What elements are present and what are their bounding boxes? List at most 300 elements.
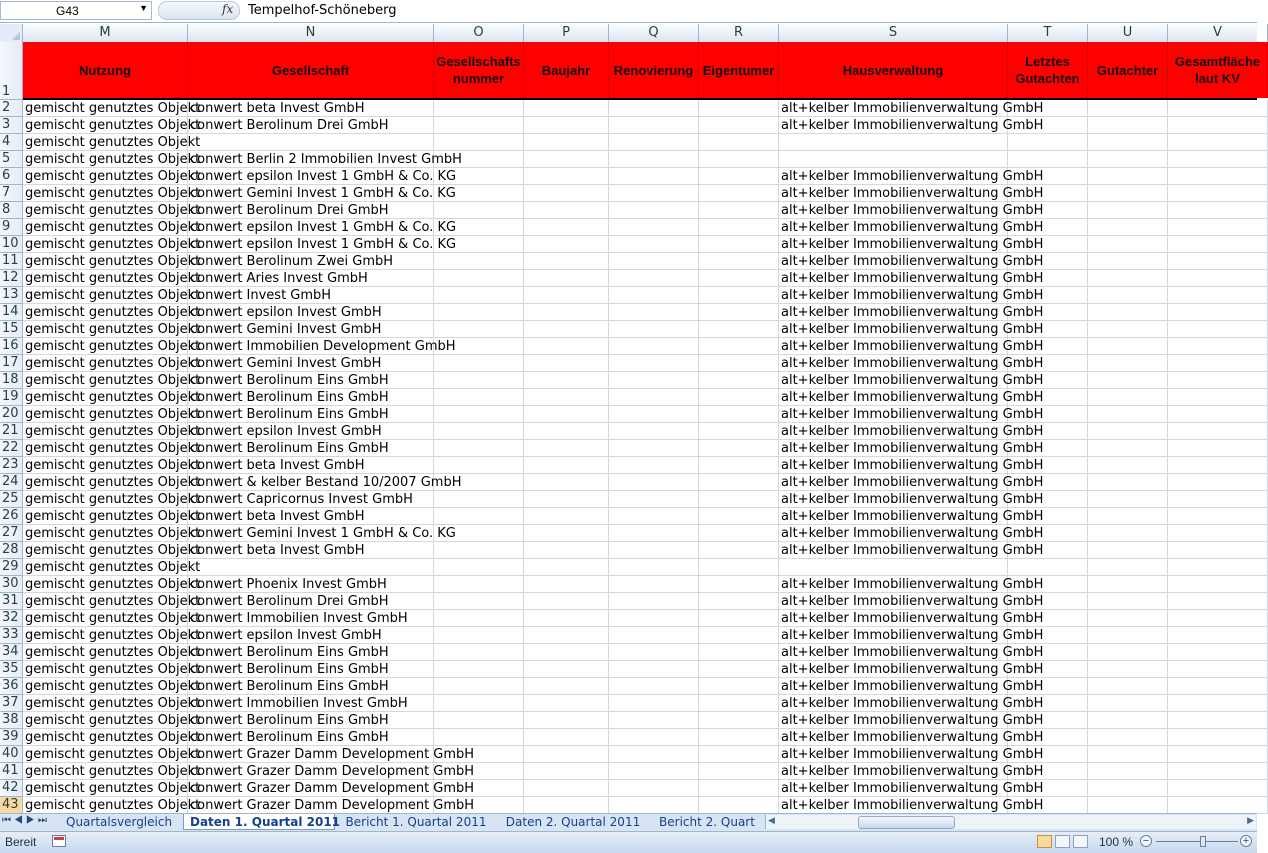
cell-empty[interactable] — [1168, 610, 1268, 627]
cell-hausverwaltung[interactable]: alt+kelber Immobilienverwaltung GmbH — [781, 526, 1044, 541]
cell-nutzung[interactable]: gemischt genutztes Objekt — [25, 645, 201, 660]
cell-empty[interactable] — [699, 797, 779, 814]
horizontal-scrollbar[interactable] — [765, 815, 1256, 829]
cell-nutzung[interactable]: gemischt genutztes Objekt — [25, 373, 201, 388]
cell-empty[interactable] — [699, 780, 779, 797]
cell-empty[interactable] — [699, 321, 779, 338]
cell-empty[interactable] — [609, 525, 699, 542]
row-header[interactable]: 3 — [0, 117, 23, 134]
cell-hausverwaltung[interactable] — [779, 151, 1008, 168]
cell-empty[interactable] — [524, 168, 609, 185]
cell-empty[interactable] — [1168, 491, 1268, 508]
cell-nutzung[interactable]: gemischt genutztes Objekt — [25, 696, 201, 711]
cell-empty[interactable] — [1088, 695, 1168, 712]
cell-empty[interactable] — [1168, 746, 1268, 763]
cell-empty[interactable] — [1168, 729, 1268, 746]
cell-empty[interactable] — [1008, 627, 1088, 644]
cell-empty[interactable] — [524, 661, 609, 678]
cell-hausverwaltung[interactable]: alt+kelber Immobilienverwaltung GmbH — [781, 339, 1044, 354]
row-header[interactable]: 34 — [0, 644, 23, 661]
cell-empty[interactable] — [1168, 644, 1268, 661]
row-header[interactable]: 16 — [0, 338, 23, 355]
row-header[interactable]: 43 — [0, 797, 23, 814]
cell-empty[interactable] — [699, 134, 779, 151]
cell-empty[interactable] — [434, 508, 524, 525]
cell-empty[interactable] — [1088, 474, 1168, 491]
cell-empty[interactable] — [1168, 406, 1268, 423]
cell-empty[interactable] — [1008, 406, 1088, 423]
cell-empty[interactable] — [1088, 457, 1168, 474]
cell-empty[interactable] — [1088, 423, 1168, 440]
cell-empty[interactable] — [699, 304, 779, 321]
cell-empty[interactable] — [699, 610, 779, 627]
cell-empty[interactable] — [609, 763, 699, 780]
row-header[interactable]: 38 — [0, 712, 23, 729]
cell-empty[interactable] — [524, 508, 609, 525]
cell-nutzung[interactable]: gemischt genutztes Objekt — [25, 577, 201, 592]
cell-empty[interactable] — [609, 474, 699, 491]
cell-nutzung[interactable]: gemischt genutztes Objekt — [25, 458, 201, 473]
cell-empty[interactable] — [609, 100, 699, 117]
cell-empty[interactable] — [434, 729, 524, 746]
cell-nutzung[interactable]: gemischt genutztes Objekt — [25, 322, 201, 337]
column-header-v[interactable]: V — [1168, 24, 1268, 42]
cell-empty[interactable] — [699, 219, 779, 236]
row-header[interactable]: 6 — [0, 168, 23, 185]
cell-empty[interactable] — [699, 185, 779, 202]
cell-empty[interactable] — [1168, 168, 1268, 185]
cell-empty[interactable] — [609, 678, 699, 695]
cell-empty[interactable] — [434, 440, 524, 457]
cell-empty[interactable] — [524, 729, 609, 746]
cell-nutzung[interactable]: gemischt genutztes Objekt — [25, 152, 201, 167]
cell-gesellschaft[interactable]: conwert beta Invest GmbH — [188, 457, 434, 474]
cell-empty[interactable] — [1008, 304, 1088, 321]
header-cell[interactable]: Hausverwaltung — [779, 42, 1008, 98]
cell-empty[interactable] — [1168, 559, 1268, 576]
cell-empty[interactable] — [1168, 338, 1268, 355]
cell-empty[interactable] — [524, 304, 609, 321]
cell-gesellschaft[interactable]: conwert Berolinum Drei GmbH — [188, 117, 434, 134]
cell-empty[interactable] — [699, 491, 779, 508]
cell-empty[interactable] — [1088, 763, 1168, 780]
cell-empty[interactable] — [1168, 780, 1268, 797]
cell-empty[interactable] — [609, 491, 699, 508]
cell-empty[interactable] — [699, 168, 779, 185]
cell-empty[interactable] — [434, 780, 524, 797]
cell-nutzung[interactable]: gemischt genutztes Objekt — [25, 475, 201, 490]
row-header[interactable]: 17 — [0, 355, 23, 372]
cell-empty[interactable] — [699, 355, 779, 372]
cell-gesellschaft[interactable] — [188, 559, 434, 576]
cell-empty[interactable] — [1088, 321, 1168, 338]
cell-empty[interactable] — [1168, 253, 1268, 270]
cell-empty[interactable] — [1168, 355, 1268, 372]
cell-nutzung[interactable]: gemischt genutztes Objekt — [25, 441, 201, 456]
cell-empty[interactable] — [434, 304, 524, 321]
cell-gesellschaft[interactable]: conwert Berolinum Eins GmbH — [188, 712, 434, 729]
cell-empty[interactable] — [1168, 423, 1268, 440]
cell-empty[interactable] — [1008, 576, 1088, 593]
zoom-in-icon[interactable]: + — [1240, 835, 1252, 847]
row-header[interactable]: 7 — [0, 185, 23, 202]
cell-empty[interactable] — [609, 593, 699, 610]
cell-hausverwaltung[interactable]: alt+kelber Immobilienverwaltung GmbH — [781, 730, 1044, 745]
cell-empty[interactable] — [1008, 610, 1088, 627]
cell-gesellschaft[interactable]: conwert epsilon Invest GmbH — [188, 627, 434, 644]
column-header-m[interactable]: M — [23, 24, 188, 42]
cell-nutzung[interactable]: gemischt genutztes Objekt — [25, 730, 201, 745]
cell-empty[interactable] — [1008, 525, 1088, 542]
cell-hausverwaltung[interactable] — [779, 134, 1008, 151]
last-sheet-icon[interactable]: ⏭ — [37, 815, 50, 826]
sheet-tab[interactable]: Daten 2. Quartal 2011 — [505, 815, 641, 829]
cell-empty[interactable] — [1008, 695, 1088, 712]
cell-empty[interactable] — [1088, 678, 1168, 695]
cell-empty[interactable] — [699, 627, 779, 644]
cell-empty[interactable] — [1088, 525, 1168, 542]
cell-empty[interactable] — [609, 644, 699, 661]
cell-hausverwaltung[interactable]: alt+kelber Immobilienverwaltung GmbH — [781, 747, 1044, 762]
cell-empty[interactable] — [699, 542, 779, 559]
cell-nutzung[interactable]: gemischt genutztes Objekt — [25, 509, 201, 524]
cell-hausverwaltung[interactable]: alt+kelber Immobilienverwaltung GmbH — [781, 611, 1044, 626]
cell-empty[interactable] — [524, 355, 609, 372]
cell-nutzung[interactable]: gemischt genutztes Objekt — [25, 492, 201, 507]
cell-empty[interactable] — [434, 423, 524, 440]
cell-empty[interactable] — [434, 219, 524, 236]
row-header[interactable]: 27 — [0, 525, 23, 542]
cell-nutzung[interactable]: gemischt genutztes Objekt — [25, 781, 201, 796]
cell-empty[interactable] — [609, 797, 699, 814]
cell-hausverwaltung[interactable]: alt+kelber Immobilienverwaltung GmbH — [781, 118, 1044, 133]
cell-nutzung[interactable]: gemischt genutztes Objekt — [25, 220, 201, 235]
column-header-u[interactable]: U — [1088, 24, 1168, 42]
cell-empty[interactable] — [524, 321, 609, 338]
row-header[interactable]: 36 — [0, 678, 23, 695]
cell-gesellschaft[interactable]: conwert Berolinum Drei GmbH — [188, 202, 434, 219]
row-header[interactable]: 12 — [0, 270, 23, 287]
cell-empty[interactable] — [1008, 338, 1088, 355]
cell-empty[interactable] — [1008, 202, 1088, 219]
cell-hausverwaltung[interactable]: alt+kelber Immobilienverwaltung GmbH — [781, 271, 1044, 286]
cell-empty[interactable] — [699, 559, 779, 576]
cell-empty[interactable] — [524, 253, 609, 270]
select-all-corner[interactable] — [0, 24, 23, 42]
cell-empty[interactable] — [434, 644, 524, 661]
sheet-tab[interactable]: Quartalsvergleich — [66, 815, 173, 829]
cell-hausverwaltung[interactable]: alt+kelber Immobilienverwaltung GmbH — [781, 577, 1044, 592]
cell-gesellschaft[interactable]: conwert beta Invest GmbH — [188, 100, 434, 117]
cell-empty[interactable] — [609, 389, 699, 406]
cell-empty[interactable] — [434, 236, 524, 253]
column-header-r[interactable]: R — [699, 24, 779, 42]
cell-nutzung[interactable]: gemischt genutztes Objekt — [25, 424, 201, 439]
cell-empty[interactable] — [434, 491, 524, 508]
cell-hausverwaltung[interactable]: alt+kelber Immobilienverwaltung GmbH — [781, 220, 1044, 235]
cell-empty[interactable] — [1008, 661, 1088, 678]
cell-hausverwaltung[interactable]: alt+kelber Immobilienverwaltung GmbH — [781, 458, 1044, 473]
cell-empty[interactable] — [1088, 729, 1168, 746]
cell-gesellschaft[interactable]: conwert Berolinum Eins GmbH — [188, 661, 434, 678]
cell-empty[interactable] — [1008, 321, 1088, 338]
cell-hausverwaltung[interactable]: alt+kelber Immobilienverwaltung GmbH — [781, 594, 1044, 609]
cell-hausverwaltung[interactable]: alt+kelber Immobilienverwaltung GmbH — [781, 798, 1044, 813]
cell-empty[interactable] — [699, 593, 779, 610]
cell-empty[interactable] — [699, 338, 779, 355]
cell-empty[interactable] — [1088, 253, 1168, 270]
cell-hausverwaltung[interactable] — [779, 559, 1008, 576]
cell-empty[interactable] — [1008, 355, 1088, 372]
cell-gesellschaft[interactable]: conwert Gemini Invest 1 GmbH & Co. KG — [190, 526, 456, 541]
cell-empty[interactable] — [699, 474, 779, 491]
scroll-left-icon[interactable]: ◀ — [768, 815, 775, 825]
cell-hausverwaltung[interactable]: alt+kelber Immobilienverwaltung GmbH — [781, 203, 1044, 218]
cell-hausverwaltung[interactable]: alt+kelber Immobilienverwaltung GmbH — [781, 696, 1044, 711]
cell-empty[interactable] — [699, 508, 779, 525]
cell-empty[interactable] — [1008, 117, 1088, 134]
cell-nutzung[interactable]: gemischt genutztes Objekt — [25, 560, 201, 575]
cell-empty[interactable] — [1168, 270, 1268, 287]
cell-empty[interactable] — [434, 287, 524, 304]
cell-empty[interactable] — [609, 372, 699, 389]
cell-nutzung[interactable]: gemischt genutztes Objekt — [25, 407, 201, 422]
cell-empty[interactable] — [699, 440, 779, 457]
cell-gesellschaft[interactable]: conwert epsilon Invest GmbH — [188, 423, 434, 440]
cell-empty[interactable] — [524, 576, 609, 593]
row-header[interactable]: 35 — [0, 661, 23, 678]
cell-empty[interactable] — [434, 474, 524, 491]
cell-empty[interactable] — [609, 287, 699, 304]
cell-hausverwaltung[interactable]: alt+kelber Immobilienverwaltung GmbH — [781, 662, 1044, 677]
cell-empty[interactable] — [1168, 321, 1268, 338]
cell-empty[interactable] — [434, 661, 524, 678]
cell-empty[interactable] — [609, 440, 699, 457]
cell-empty[interactable] — [1088, 270, 1168, 287]
row-header[interactable]: 33 — [0, 627, 23, 644]
cell-empty[interactable] — [1008, 678, 1088, 695]
row-header[interactable]: 37 — [0, 695, 23, 712]
row-header[interactable]: 25 — [0, 491, 23, 508]
cell-empty[interactable] — [524, 525, 609, 542]
cell-empty[interactable] — [1008, 780, 1088, 797]
cell-empty[interactable] — [699, 287, 779, 304]
cell-nutzung[interactable]: gemischt genutztes Objekt — [25, 118, 201, 133]
cell-empty[interactable] — [434, 202, 524, 219]
insert-function-icon[interactable]: fx — [222, 2, 234, 16]
zoom-slider-thumb[interactable] — [1200, 836, 1206, 847]
cell-empty[interactable] — [609, 355, 699, 372]
cell-empty[interactable] — [699, 678, 779, 695]
cell-empty[interactable] — [1168, 576, 1268, 593]
cell-empty[interactable] — [1168, 202, 1268, 219]
cell-empty[interactable] — [434, 338, 524, 355]
cell-empty[interactable] — [524, 474, 609, 491]
cell-empty[interactable] — [1008, 100, 1088, 117]
cell-empty[interactable] — [1168, 661, 1268, 678]
cell-empty[interactable] — [1008, 185, 1088, 202]
row-header[interactable]: 21 — [0, 423, 23, 440]
column-header-s[interactable]: S — [779, 24, 1008, 42]
row-header[interactable]: 2 — [0, 100, 23, 117]
zoom-level[interactable]: 100 % — [1099, 835, 1134, 849]
cell-gesellschaft[interactable]: conwert Gemini Invest GmbH — [188, 355, 434, 372]
cell-empty[interactable] — [1168, 457, 1268, 474]
cell-empty[interactable] — [434, 253, 524, 270]
cell-empty[interactable] — [434, 168, 524, 185]
cell-empty[interactable] — [609, 508, 699, 525]
cell-empty[interactable] — [524, 610, 609, 627]
cell-empty[interactable] — [699, 695, 779, 712]
row-header[interactable]: 8 — [0, 202, 23, 219]
cell-empty[interactable] — [1088, 355, 1168, 372]
cell-empty[interactable] — [1008, 287, 1088, 304]
cell-empty[interactable] — [699, 576, 779, 593]
cell-empty[interactable] — [1088, 236, 1168, 253]
cell-hausverwaltung[interactable]: alt+kelber Immobilienverwaltung GmbH — [781, 390, 1044, 405]
cell-empty[interactable] — [1168, 440, 1268, 457]
cell-empty[interactable] — [524, 712, 609, 729]
cell-empty[interactable] — [699, 372, 779, 389]
cell-empty[interactable] — [699, 270, 779, 287]
cell-empty[interactable] — [434, 355, 524, 372]
cell-hausverwaltung[interactable]: alt+kelber Immobilienverwaltung GmbH — [781, 764, 1044, 779]
cell-empty[interactable] — [1008, 644, 1088, 661]
cell-empty[interactable] — [1088, 219, 1168, 236]
cell-empty[interactable] — [1088, 610, 1168, 627]
cell-empty[interactable] — [434, 593, 524, 610]
cell-empty[interactable] — [434, 627, 524, 644]
cell-empty[interactable] — [1168, 389, 1268, 406]
chevron-down-icon[interactable]: ▼ — [139, 3, 148, 13]
row-header[interactable]: 15 — [0, 321, 23, 338]
cell-empty[interactable] — [524, 270, 609, 287]
cell-empty[interactable] — [609, 151, 699, 168]
header-cell[interactable]: Letztes Gutachten — [1008, 42, 1088, 98]
cell-empty[interactable] — [699, 763, 779, 780]
cell-empty[interactable] — [1008, 474, 1088, 491]
row-header[interactable]: 9 — [0, 219, 23, 236]
cell-empty[interactable] — [609, 219, 699, 236]
cell-hausverwaltung[interactable]: alt+kelber Immobilienverwaltung GmbH — [781, 679, 1044, 694]
cell-nutzung[interactable]: gemischt genutztes Objekt — [25, 594, 201, 609]
formula-input[interactable]: Tempelhof-Schöneberg — [248, 3, 397, 18]
cell-empty[interactable] — [1008, 746, 1088, 763]
cell-empty[interactable] — [1168, 287, 1268, 304]
cell-empty[interactable] — [609, 202, 699, 219]
cell-empty[interactable] — [1088, 780, 1168, 797]
cell-empty[interactable] — [609, 780, 699, 797]
cell-empty[interactable] — [699, 423, 779, 440]
cell-hausverwaltung[interactable]: alt+kelber Immobilienverwaltung GmbH — [781, 254, 1044, 269]
cell-empty[interactable] — [1088, 100, 1168, 117]
row-header[interactable]: 10 — [0, 236, 23, 253]
cell-empty[interactable] — [1088, 338, 1168, 355]
cell-empty[interactable] — [699, 746, 779, 763]
cell-empty[interactable] — [609, 338, 699, 355]
cell-empty[interactable] — [1088, 627, 1168, 644]
cell-empty[interactable] — [699, 389, 779, 406]
cell-empty[interactable] — [699, 712, 779, 729]
cell-empty[interactable] — [434, 457, 524, 474]
cell-hausverwaltung[interactable]: alt+kelber Immobilienverwaltung GmbH — [781, 169, 1044, 184]
cell-empty[interactable] — [524, 780, 609, 797]
cell-empty[interactable] — [1088, 712, 1168, 729]
cell-gesellschaft[interactable]: conwert Grazer Damm Development GmbH — [190, 764, 475, 779]
row-header[interactable]: 32 — [0, 610, 23, 627]
cell-gesellschaft[interactable]: conwert Berolinum Eins GmbH — [188, 389, 434, 406]
cell-empty[interactable] — [1008, 559, 1088, 576]
header-cell[interactable]: Gesellschafts nummer — [434, 42, 524, 98]
cell-hausverwaltung[interactable]: alt+kelber Immobilienverwaltung GmbH — [781, 288, 1044, 303]
cell-empty[interactable] — [434, 576, 524, 593]
cell-empty[interactable] — [524, 457, 609, 474]
row-header[interactable]: 20 — [0, 406, 23, 423]
cell-empty[interactable] — [434, 100, 524, 117]
cell-empty[interactable] — [1008, 134, 1088, 151]
cell-empty[interactable] — [524, 372, 609, 389]
cell-nutzung[interactable]: gemischt genutztes Objekt — [25, 713, 201, 728]
cell-empty[interactable] — [1168, 100, 1268, 117]
cell-nutzung[interactable]: gemischt genutztes Objekt — [25, 679, 201, 694]
cell-empty[interactable] — [1168, 151, 1268, 168]
cell-empty[interactable] — [434, 117, 524, 134]
cell-empty[interactable] — [1008, 593, 1088, 610]
cell-nutzung[interactable]: gemischt genutztes Objekt — [25, 356, 201, 371]
row-header[interactable]: 23 — [0, 457, 23, 474]
cell-empty[interactable] — [524, 151, 609, 168]
cell-gesellschaft[interactable]: conwert Berolinum Eins GmbH — [188, 644, 434, 661]
cell-nutzung[interactable]: gemischt genutztes Objekt — [25, 764, 201, 779]
cell-empty[interactable] — [1168, 797, 1268, 814]
cell-empty[interactable] — [434, 542, 524, 559]
cell-nutzung[interactable]: gemischt genutztes Objekt — [25, 271, 201, 286]
cell-empty[interactable] — [1008, 491, 1088, 508]
cell-empty[interactable] — [434, 151, 524, 168]
cell-empty[interactable] — [1168, 134, 1268, 151]
cell-empty[interactable] — [524, 678, 609, 695]
cell-hausverwaltung[interactable]: alt+kelber Immobilienverwaltung GmbH — [781, 373, 1044, 388]
cell-empty[interactable] — [1088, 661, 1168, 678]
cell-empty[interactable] — [434, 406, 524, 423]
cell-empty[interactable] — [1008, 372, 1088, 389]
scroll-right-icon[interactable]: ▶ — [1247, 815, 1254, 825]
cell-empty[interactable] — [609, 746, 699, 763]
column-header-n[interactable]: N — [188, 24, 434, 42]
cell-hausverwaltung[interactable]: alt+kelber Immobilienverwaltung GmbH — [781, 543, 1044, 558]
column-header-o[interactable]: O — [434, 24, 524, 42]
cell-empty[interactable] — [1088, 576, 1168, 593]
cell-empty[interactable] — [699, 117, 779, 134]
cell-empty[interactable] — [609, 253, 699, 270]
page-break-view-button[interactable] — [1073, 835, 1088, 848]
cell-empty[interactable] — [1168, 236, 1268, 253]
cell-nutzung[interactable]: gemischt genutztes Objekt — [25, 169, 201, 184]
header-cell[interactable]: Baujahr — [524, 42, 609, 98]
cell-empty[interactable] — [524, 219, 609, 236]
cell-empty[interactable] — [609, 627, 699, 644]
cell-empty[interactable] — [1088, 491, 1168, 508]
first-sheet-icon[interactable]: ⏮ — [2, 815, 14, 826]
cell-empty[interactable] — [1168, 712, 1268, 729]
cell-nutzung[interactable]: gemischt genutztes Objekt — [25, 526, 201, 541]
header-cell[interactable]: Renovierung — [609, 42, 699, 98]
cell-empty[interactable] — [1088, 185, 1168, 202]
cell-empty[interactable] — [1008, 236, 1088, 253]
zoom-out-icon[interactable]: − — [1140, 835, 1152, 847]
cell-empty[interactable] — [1088, 304, 1168, 321]
cell-empty[interactable] — [1088, 372, 1168, 389]
